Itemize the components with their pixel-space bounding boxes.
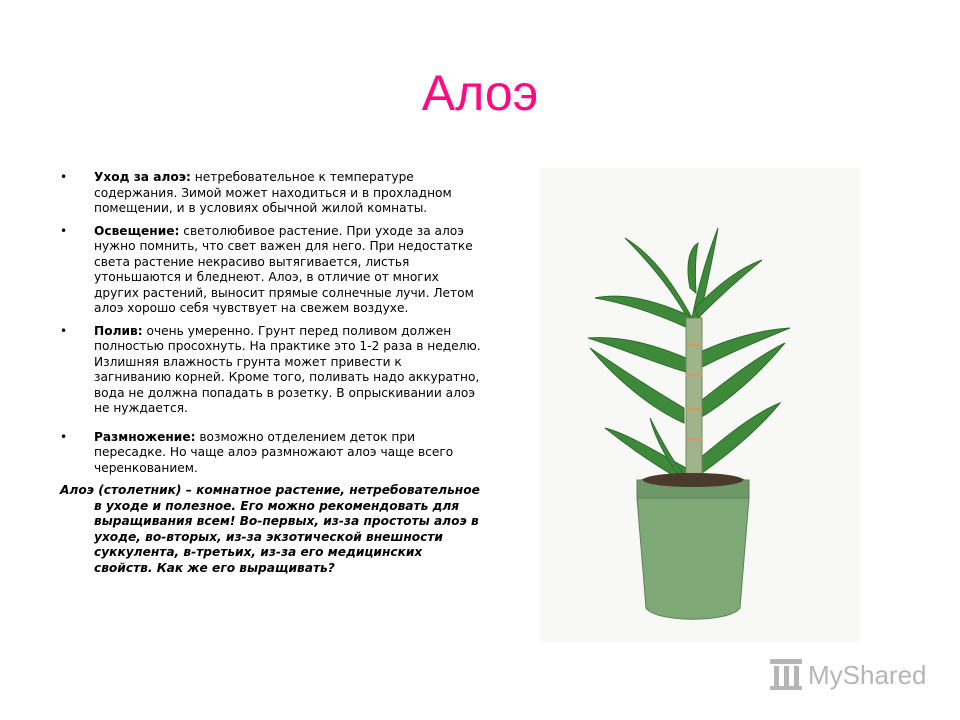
bullet-propagation (60, 430, 482, 477)
bullet-dot: • (60, 429, 68, 444)
pot-soil (643, 473, 743, 487)
bullet-label: Полив: (94, 323, 143, 338)
pot-body (637, 480, 749, 619)
bullet-dot: • (60, 223, 68, 238)
bullet-label: Уход за алоэ: (94, 170, 191, 184)
bullet-label: Размножение: (94, 429, 196, 444)
bullet-text: нетребовательное к температуре содержания. Зимой может находиться и в прохладном помещении, и в условиях обычной жилой комнаты. (94, 170, 452, 215)
bullet-text: возможно отделением деток при пересадке. Но чаще алоэ размножают алоэ чаще всего черенкованием. (94, 429, 454, 475)
watermark-icon (770, 659, 802, 690)
watermark-text: MyShared (808, 660, 926, 690)
slide-title: Алоэ (421, 65, 539, 121)
myshared-watermark (766, 653, 926, 693)
bullet-dot: • (60, 170, 68, 184)
closing-paragraph: Алоэ (столетник) – комнатное растение, нетребовательное в уходе и полезное. Его можно рекомендовать для выращивания всем! Во-первых, из-за простоты алоэ в уходе, во-вторых, из-за экзотической внешности суккулента, в-третьих, из-за его медицинских свойств. Как же его выращивать? (60, 483, 480, 575)
bullet-lighting (60, 224, 482, 317)
aloe-plant-image (540, 168, 860, 642)
bullet-care (60, 170, 482, 217)
bullet-text: светолюбивое растение. При уходе за алоэ нужно помнить, что свет важен для него. При недостатке света растение некрасиво вытягивается, листья утоньшаются и бледнеют. Алоэ, в отличие от многих других растений, выносит прямые солнечные лучи. Летом алоэ хорошо себя чувствует на свежем воздухе. (94, 223, 474, 315)
slide-body (60, 170, 482, 576)
bullet-text: очень умеренно. Грунт перед поливом должен полностью просохнуть. На практике это 1-2 раза в неделю. Излишняя влажность грунта может привести к загниванию корней. Кроме того, поливать надо аккуратно, вода не должна попадать в розетку. В опрыскивании алоэ не нуждается. (94, 323, 481, 415)
bullet-dot: • (60, 323, 68, 338)
bullet-label: Освещение: (94, 223, 180, 238)
bullet-watering (60, 324, 482, 417)
